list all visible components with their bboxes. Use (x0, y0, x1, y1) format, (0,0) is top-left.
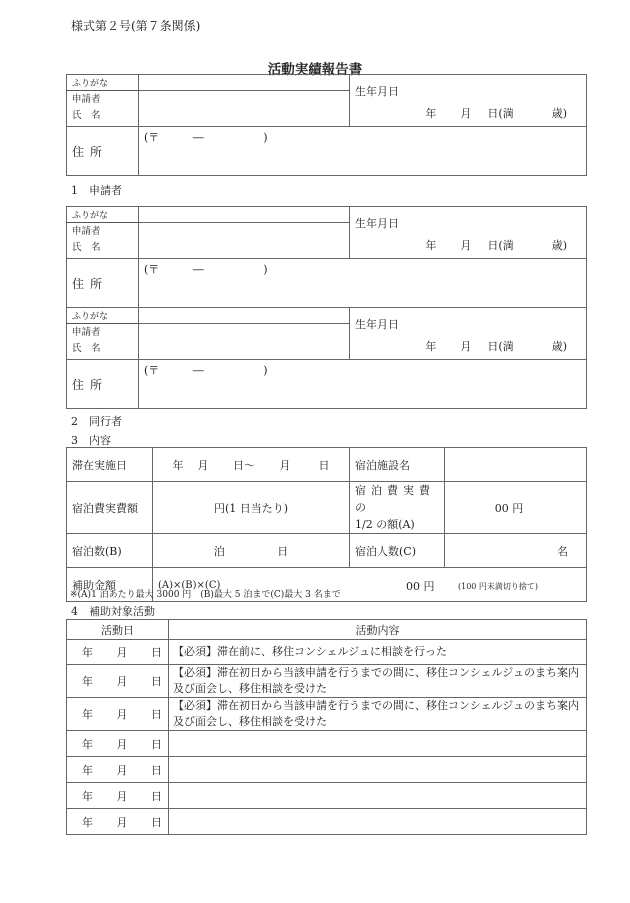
activity-row (67, 698, 587, 731)
name-label-line2: 氏 名 (72, 343, 101, 354)
activity-day-unit: 日 (151, 737, 162, 751)
dob-field[interactable] (350, 207, 587, 259)
name-field[interactable] (139, 324, 350, 360)
activity-row (67, 809, 587, 835)
activity-month-unit: 月 (116, 646, 128, 659)
activity-date-field[interactable] (67, 640, 169, 665)
subsidy-formula: (A)×(B)×(C) (158, 580, 221, 591)
furigana-label: ふりがな (67, 207, 139, 223)
facility-label: 宿泊施設名 (350, 448, 445, 482)
activity-year-unit: 年 (82, 789, 93, 803)
postal-close: ) (263, 364, 268, 377)
nights-row (67, 534, 587, 568)
dob-year-unit: 年 (425, 107, 437, 120)
name-label (67, 223, 139, 259)
facility-field[interactable] (445, 448, 587, 482)
dob-label: 生年月日 (355, 217, 399, 230)
stay-month2-unit: 月 (279, 458, 291, 472)
postal-open: (〒 (144, 364, 160, 377)
activity-date-header: 活動日 (67, 620, 169, 640)
address-label: 住所 (67, 259, 139, 308)
section-1-label: 1 申請者 (71, 184, 122, 197)
section-3-label: 3 内容 (71, 434, 111, 447)
stay-date-field[interactable] (153, 448, 350, 482)
limit-note: ※(A)1 泊あたり最大 3000 円 (B)最大 5 泊まで(C)最大 3 名まで (70, 590, 341, 600)
activity-content-field[interactable] (169, 809, 587, 835)
furigana-row (67, 207, 587, 223)
dob-month-unit: 月 (460, 107, 472, 120)
activity-day-unit: 日 (151, 675, 162, 688)
address-label: 住所 (67, 360, 139, 409)
dob-month-unit: 月 (460, 340, 472, 353)
name-label-line1: 申請者 (72, 94, 101, 105)
activity-month-unit: 月 (116, 737, 128, 751)
stay-date-label: 滞在実施日 (67, 448, 153, 482)
activity-row (67, 783, 587, 809)
postal-dash: ― (192, 364, 204, 377)
content-table (66, 447, 587, 602)
postal-code (144, 129, 581, 145)
activity-month-unit: 月 (116, 789, 128, 803)
activity-year-unit: 年 (82, 708, 93, 721)
nights-unit: 泊 (213, 544, 225, 558)
activity-content-header: 活動内容 (169, 620, 587, 640)
activity-content-field[interactable] (169, 731, 587, 757)
activity-header-row (67, 620, 587, 640)
name-label (67, 324, 139, 360)
subsidy-label: 補助金額 (67, 568, 153, 602)
applicant-table (66, 206, 587, 308)
cost-label: 宿泊費実費額 (67, 482, 153, 534)
cost-row (67, 482, 587, 534)
persons-label: 宿泊人数(C) (350, 534, 445, 568)
activity-content-field[interactable] (169, 757, 587, 783)
stay-date-row (67, 448, 587, 482)
address-field[interactable] (139, 360, 587, 409)
address-field[interactable] (139, 127, 587, 176)
dob-year-unit: 年 (425, 239, 437, 252)
half-cost-field[interactable]: 00 円 (445, 482, 587, 534)
dob-label: 生年月日 (355, 85, 399, 98)
dob-label: 生年月日 (355, 318, 399, 331)
name-label-line2: 氏 名 (72, 110, 101, 121)
activity-content-field[interactable]: 【必須】滞在初日から当該申請を行うまでの間に、移住コンシェルジュのまち案内及び面会し、移住相談を受けた (169, 698, 587, 731)
activity-date-field[interactable] (67, 757, 169, 783)
name-field[interactable] (139, 223, 350, 259)
postal-dash: ― (192, 263, 204, 276)
address-field[interactable] (139, 259, 587, 308)
furigana-label: ふりがな (67, 75, 139, 91)
activity-row (67, 731, 587, 757)
name-field[interactable] (139, 91, 350, 127)
activity-year-unit: 年 (82, 815, 93, 829)
name-label (67, 91, 139, 127)
activity-row (67, 665, 587, 698)
furigana-field[interactable] (139, 75, 350, 91)
subsidy-value: 00 円 (406, 580, 435, 593)
dob-age-unit: 歳) (551, 107, 567, 120)
applicant-table (66, 307, 587, 409)
activity-day-unit: 日 (151, 815, 162, 829)
activity-date-field[interactable] (67, 783, 169, 809)
page-title: 活動実績報告書 (267, 62, 363, 78)
dob-year-unit: 年 (425, 340, 437, 353)
activity-year-unit: 年 (82, 737, 93, 751)
activity-day-unit: 日 (151, 708, 162, 721)
furigana-field[interactable] (139, 207, 350, 223)
nights-label: 宿泊数(B) (67, 534, 153, 568)
activity-table (66, 619, 587, 835)
activity-day-unit: 日 (151, 763, 162, 777)
activity-day-unit: 日 (151, 789, 162, 803)
dob-field[interactable] (350, 308, 587, 360)
days-unit: 日 (277, 544, 289, 558)
form-number: 様式第２号(第７条関係) (71, 19, 201, 33)
activity-date-field[interactable] (67, 698, 169, 731)
activity-content-field[interactable] (169, 783, 587, 809)
stay-day2-unit: 日 (318, 458, 330, 472)
dob-field[interactable] (350, 75, 587, 127)
activity-year-unit: 年 (82, 646, 93, 659)
activity-date-field[interactable] (67, 665, 169, 698)
activity-month-unit: 月 (116, 708, 128, 721)
name-label-line1: 申請者 (72, 327, 101, 338)
furigana-field[interactable] (139, 308, 350, 324)
activity-date-field[interactable] (67, 809, 169, 835)
dob-day-unit: 日(満 (487, 107, 514, 120)
section-2-label: 2 同行者 (71, 415, 122, 428)
dob-day-unit: 日(満 (487, 239, 514, 252)
dob-month-unit: 月 (460, 239, 472, 252)
section-4-label: 4 補助対象活動 (71, 605, 155, 618)
activity-day-unit: 日 (151, 646, 162, 659)
dob-day-unit: 日(満 (487, 340, 514, 353)
activity-date-field[interactable] (67, 731, 169, 757)
stay-day-from-unit: 日～ (233, 458, 255, 472)
persons-field[interactable]: 名 (445, 534, 587, 568)
stay-year-unit: 年 (172, 458, 184, 472)
cost-field[interactable]: 円(1 日当たり) (153, 482, 350, 534)
furigana-row (67, 308, 587, 324)
postal-close: ) (263, 131, 268, 144)
postal-open: (〒 (144, 131, 160, 144)
applicant-table (66, 74, 587, 176)
dob-age-unit: 歳) (551, 340, 567, 353)
subsidy-note: (100 円未満切り捨て) (458, 582, 539, 591)
activity-content-field[interactable]: 【必須】滞在初日から当該申請を行うまでの間に、移住コンシェルジュのまち案内及び面会し、移住相談を受けた (169, 665, 587, 698)
postal-close: ) (263, 263, 268, 276)
activity-month-unit: 月 (116, 763, 128, 777)
half-cost-label (350, 482, 445, 534)
half-cost-label-line1: 宿泊費実費の (355, 484, 435, 514)
address-row (67, 127, 587, 176)
furigana-row (67, 75, 587, 91)
postal-open: (〒 (144, 263, 160, 276)
stay-month-unit: 月 (197, 458, 209, 472)
activity-row (67, 640, 587, 665)
postal-dash: ― (192, 131, 204, 144)
name-label-line1: 申請者 (72, 226, 101, 237)
address-label: 住所 (67, 127, 139, 176)
activity-month-unit: 月 (116, 675, 128, 688)
dob-age-unit: 歳) (551, 239, 567, 252)
postal-code (144, 362, 581, 378)
furigana-label: ふりがな (67, 308, 139, 324)
address-row (67, 259, 587, 308)
activity-row (67, 757, 587, 783)
half-cost-label-line2: 1/2 の額(A) (355, 518, 415, 531)
activity-year-unit: 年 (82, 763, 93, 777)
activity-month-unit: 月 (116, 815, 128, 829)
activity-year-unit: 年 (82, 675, 93, 688)
activity-content-field[interactable]: 【必須】滞在前に、移住コンシェルジュに相談を行った (169, 640, 587, 665)
nights-field[interactable] (153, 534, 350, 568)
name-label-line2: 氏 名 (72, 242, 101, 253)
address-row (67, 360, 587, 409)
postal-code (144, 261, 581, 277)
